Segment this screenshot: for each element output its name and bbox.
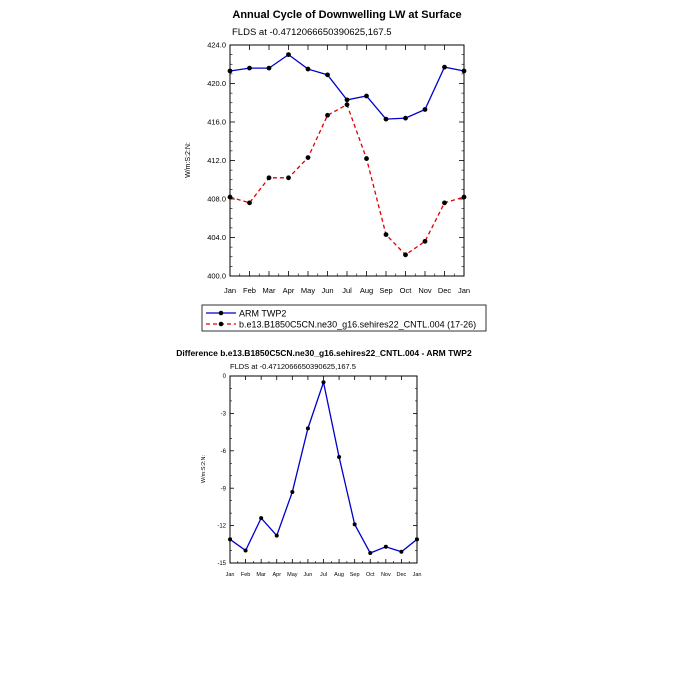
c1-ytick-label-2: 408.0 [207, 194, 226, 204]
c1-series-0-point-8 [384, 117, 389, 122]
c1-ytick-label-6: 424.0 [207, 40, 226, 50]
c2-xtick-label-4: May [287, 572, 298, 578]
chart1-series [228, 52, 467, 257]
c1-series-0-point-1 [247, 66, 252, 71]
c1-series-1-point-1 [247, 200, 252, 205]
c2-xtick-label-8: Sep [349, 572, 360, 578]
c1-series-0-point-10 [423, 107, 428, 112]
c1-series-0-point-11 [442, 65, 447, 70]
chart2-title: Difference b.e13.B1850C5CN.ne30_g16.sehires22_CNTL.004 - ARM TWP2 [176, 348, 472, 358]
c2-ytick-label-5: 0 [222, 374, 226, 381]
c2-xtick-label-0: Jan [225, 572, 235, 578]
c1-xtick-label-7: Aug [359, 286, 374, 295]
c1-xtick-label-8: Sep [379, 286, 393, 295]
legend-label-0: ARM TWP2 [239, 308, 287, 319]
c1-series-0-point-4 [306, 67, 311, 72]
c1-series-1-point-5 [325, 113, 330, 118]
chart2-series [228, 380, 419, 555]
c2-ytick-label-1: -12 [217, 523, 226, 530]
c1-series-0-point-7 [364, 94, 369, 99]
c1-xtick-label-6: Jul [342, 286, 352, 295]
c1-ytick-label-3: 412.0 [207, 156, 226, 166]
c1-series-1-point-7 [364, 156, 369, 161]
c2-xtick-label-7: Aug [334, 572, 344, 578]
chart2-plot-frame [230, 376, 417, 563]
c2-xtick-label-5: Jun [303, 572, 313, 578]
c1-series-0-point-9 [403, 116, 408, 121]
annual-cycle-chart [185, 9, 470, 295]
c1-series-0-point-3 [286, 52, 291, 57]
c1-series-1-point-3 [286, 175, 291, 180]
c1-xtick-label-11: Dec [437, 286, 452, 295]
c2-xtick-label-10: Nov [380, 572, 391, 578]
c2-series-0-point-11 [399, 550, 403, 554]
chart1-plot-frame [230, 45, 464, 276]
c1-series-0-point-2 [267, 66, 272, 71]
c1-xtick-label-9: Oct [399, 286, 412, 295]
c2-series-0-point-10 [384, 545, 388, 549]
c1-ytick-label-5: 420.0 [207, 79, 226, 89]
c1-series-1-point-11 [442, 200, 447, 205]
c1-series-0-point-6 [345, 97, 350, 102]
c1-series-0-point-12 [462, 69, 467, 74]
c1-xtick-label-3: Apr [282, 286, 295, 295]
c1-xtick-label-4: May [300, 286, 316, 295]
c1-series-1-point-12 [462, 195, 467, 200]
c1-series-0-point-5 [325, 72, 330, 77]
c1-xtick-label-2: Mar [262, 286, 276, 295]
c2-series-0-point-7 [337, 455, 341, 459]
c2-series-0-point-8 [353, 522, 357, 526]
c2-series-0-point-9 [368, 551, 372, 555]
c1-xtick-label-5: Jun [321, 286, 334, 295]
chart1-legend [202, 305, 486, 331]
c1-series-1-point-0 [228, 195, 233, 200]
c1-xtick-label-1: Feb [243, 286, 256, 295]
c1-series-line-0 [230, 55, 464, 119]
legend-label-1: b.e13.B1850C5CN.ne30_g16.sehires22_CNTL.004 (17-26) [239, 319, 477, 330]
chart1-subtitle: FLDS at -0.4712066650390625,167.5 [232, 27, 392, 38]
c2-ytick-label-4: -3 [220, 411, 226, 418]
c1-ytick-label-4: 416.0 [207, 117, 226, 127]
c2-ytick-label-0: -15 [217, 561, 226, 568]
chart1-title: Annual Cycle of Downwelling LW at Surface [232, 9, 462, 21]
c1-series-0-point-0 [228, 69, 233, 74]
c1-series-1-point-4 [306, 155, 311, 160]
c1-xtick-label-12: Jan [457, 286, 471, 295]
c2-series-line-0 [230, 382, 417, 553]
chart2-ylabel: W/m:S:2:N: [201, 454, 207, 484]
c2-ytick-label-3: -6 [220, 448, 226, 455]
c1-xtick-label-10: Nov [418, 286, 432, 295]
c1-series-1-point-10 [423, 239, 428, 244]
legend-marker-1 [219, 322, 224, 327]
chart2-axes [217, 374, 421, 578]
c1-series-1-point-8 [384, 232, 389, 237]
c2-xtick-label-12: Jan [412, 572, 422, 578]
c2-series-0-point-4 [290, 490, 294, 494]
c2-xtick-label-9: Oct [365, 572, 375, 578]
c2-xtick-label-11: Dec [396, 572, 407, 578]
c2-series-0-point-0 [228, 537, 232, 541]
c2-series-0-point-12 [415, 537, 419, 541]
c1-ytick-label-0: 400.0 [207, 271, 226, 281]
c1-series-1-point-9 [403, 252, 408, 257]
c2-xtick-label-6: Jul [319, 572, 328, 578]
c2-ytick-label-2: -9 [220, 486, 226, 493]
c2-series-0-point-3 [275, 534, 279, 538]
c1-series-1-point-6 [345, 102, 350, 107]
c1-xtick-label-0: Jan [223, 286, 237, 295]
chart2-subtitle: FLDS at -0.4712066650390625,167.5 [230, 362, 356, 371]
c2-series-0-point-6 [322, 380, 326, 384]
c2-xtick-label-1: Feb [240, 572, 251, 578]
c2-xtick-label-3: Apr [272, 572, 282, 578]
c2-series-0-point-5 [306, 426, 310, 430]
chart1-ylabel: W/m:S:2:N: [185, 142, 192, 178]
difference-chart [176, 348, 472, 578]
chart1-axes [207, 41, 470, 295]
legend-marker-0 [219, 311, 224, 316]
c2-series-0-point-1 [244, 549, 248, 553]
c1-series-line-1 [230, 105, 464, 255]
c1-series-1-point-2 [267, 175, 272, 180]
c1-ytick-label-1: 404.0 [207, 233, 226, 243]
c2-xtick-label-2: Mar [256, 572, 266, 578]
c2-series-0-point-2 [259, 516, 263, 520]
